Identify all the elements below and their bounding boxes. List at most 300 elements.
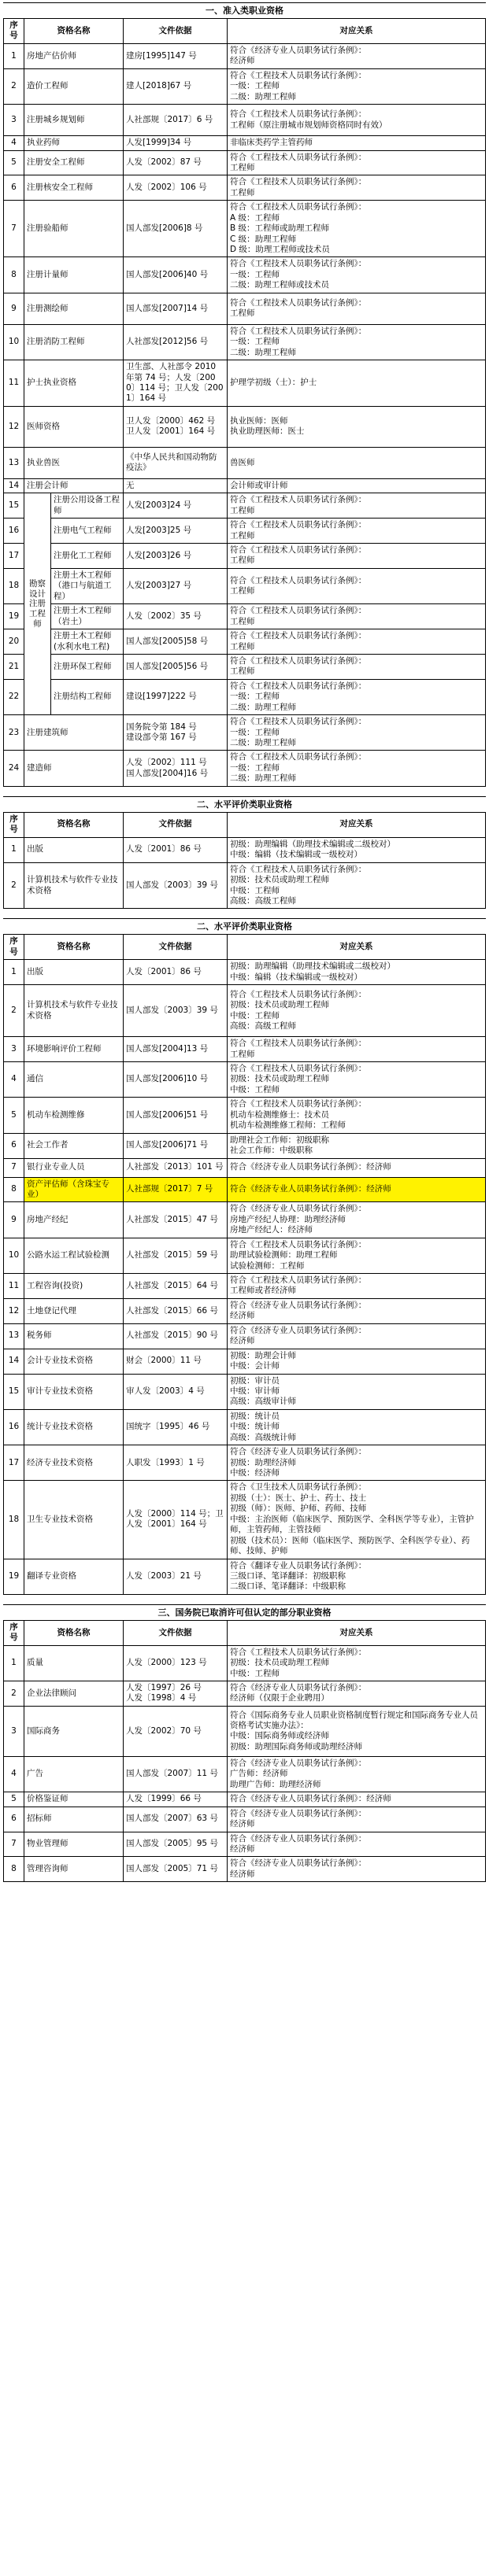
document-basis: 人发[2003]26 号 bbox=[124, 544, 228, 569]
qualification-name: 国际商务 bbox=[24, 1706, 124, 1756]
relation-cell bbox=[228, 1274, 486, 1299]
table-row bbox=[4, 1409, 486, 1445]
qualification-name: 注册计量师 bbox=[24, 257, 124, 293]
relation-cell bbox=[228, 1409, 486, 1445]
header-no: 序号 bbox=[4, 19, 24, 44]
document-basis: 卫人发〔2000〕462 号 卫人发〔2001〕164 号 bbox=[124, 406, 228, 447]
qualification-name: 通信 bbox=[24, 1062, 124, 1098]
table-row bbox=[4, 1857, 486, 1882]
table-row bbox=[4, 324, 486, 360]
table-row bbox=[4, 1349, 486, 1374]
table-row bbox=[4, 1807, 486, 1832]
table-row bbox=[4, 1559, 486, 1594]
relation-line: 试验检测师：工程师 bbox=[230, 1260, 305, 1271]
relation-line: 二级口译、笔译翻译：中级职称 bbox=[230, 1581, 346, 1592]
relation-line: 符合《工程技术人员职务试行条例》： bbox=[230, 1275, 367, 1285]
relation-line: 中级：主治医师（临床医学、预防医学、全科医学等专业），主管护师，主管药师，主管技师 bbox=[230, 1514, 474, 1535]
relation-cell bbox=[228, 1559, 486, 1594]
row-number: 8 bbox=[4, 257, 24, 293]
document-basis: 人职发〔1993〕1 号 bbox=[124, 1445, 228, 1481]
relation-line: 经济师 bbox=[230, 1819, 255, 1829]
row-number: 22 bbox=[4, 679, 24, 714]
document-basis: 国人部发[2006]51 号 bbox=[124, 1098, 228, 1133]
qualification-name: 执业兽医 bbox=[24, 447, 124, 478]
relation-line: 高级：高级工程师 bbox=[230, 1021, 296, 1032]
table-header-row bbox=[4, 1620, 486, 1645]
row-number: 18 bbox=[4, 1481, 24, 1559]
qualification-name: 注册城乡规划师 bbox=[24, 105, 124, 136]
row-number: 23 bbox=[4, 715, 24, 751]
relation-line: 经济师 bbox=[230, 1869, 255, 1879]
document-basis: 人发〔2001〕86 号 bbox=[124, 837, 228, 862]
relation-cell bbox=[228, 1706, 486, 1756]
row-number: 12 bbox=[4, 406, 24, 447]
relation-line: 符合《工程技术人员职务试行条例》： bbox=[230, 655, 367, 666]
row-number: 24 bbox=[4, 751, 24, 786]
relation-cell bbox=[228, 1481, 486, 1559]
document-basis: 人发〔2002〕111 号 国人部发[2004]16 号 bbox=[124, 751, 228, 786]
row-number: 17 bbox=[4, 1445, 24, 1481]
document-basis: 人发[2003]24 号 bbox=[124, 493, 228, 519]
qualification-name: 房地产经纪 bbox=[24, 1202, 124, 1238]
qualification-name: 质量 bbox=[24, 1645, 124, 1681]
relation-cell bbox=[228, 1037, 486, 1062]
relation-line: 兽医师 bbox=[230, 457, 255, 467]
document-basis: 财会〔2000〕11 号 bbox=[124, 1349, 228, 1374]
table-row bbox=[4, 293, 486, 324]
row-number: 5 bbox=[4, 1792, 24, 1807]
relation-line: 房地产经纪人：经济师 bbox=[230, 1225, 313, 1235]
relation-line: 中级：工程师 bbox=[230, 1668, 280, 1678]
qualification-name: 翻译专业资格 bbox=[24, 1559, 124, 1594]
row-number: 4 bbox=[4, 136, 24, 150]
relation-line: 护理学初级（士）：护士 bbox=[230, 378, 317, 388]
relation-cell bbox=[228, 447, 486, 478]
document-basis: 人社部发〔2015〕66 号 bbox=[124, 1298, 228, 1323]
table-row bbox=[4, 1323, 486, 1349]
relation-line: 符合《卫生技术人员职务试行条例》： bbox=[230, 1482, 367, 1493]
table-row bbox=[4, 629, 486, 655]
relation-line: 一级：工程师 bbox=[230, 727, 280, 737]
qualification-name: 税务师 bbox=[24, 1323, 124, 1349]
relation-line: 广告师：经济师 bbox=[230, 1769, 288, 1779]
header-no: 序号 bbox=[4, 812, 24, 837]
table-row bbox=[4, 1481, 486, 1559]
qualification-name: 注册土木工程师（港口与航道工程） bbox=[51, 568, 124, 603]
row-number: 2 bbox=[4, 1681, 24, 1707]
relation-line: 符合《工程技术人员职务试行条例》： bbox=[230, 495, 367, 505]
relation-cell bbox=[228, 478, 486, 493]
row-number: 5 bbox=[4, 150, 24, 175]
table-row bbox=[4, 1832, 486, 1857]
relation-line: 符合《翻译专业人员职务试行条例》： bbox=[230, 1560, 367, 1570]
relation-cell bbox=[228, 1298, 486, 1323]
document-basis: 人发〔1997〕26 号 人发〔1998〕4 号 bbox=[124, 1681, 228, 1707]
document-basis: 《中华人民共和国动物防疫法》 bbox=[124, 447, 228, 478]
qualification-name: 土地登记代理 bbox=[24, 1298, 124, 1323]
document-basis: 人发〔2001〕86 号 bbox=[124, 960, 228, 985]
relation-cell bbox=[228, 1202, 486, 1238]
row-number: 15 bbox=[4, 1374, 24, 1409]
relation-line: 经济师 bbox=[230, 1843, 255, 1854]
document-basis: 人发〔2003〕21 号 bbox=[124, 1559, 228, 1594]
relation-cell bbox=[228, 1857, 486, 1882]
qualification-name: 注册电气工程师 bbox=[51, 519, 124, 544]
relation-line: 助理社会工作师：初级职称 bbox=[230, 1135, 329, 1145]
relation-line: 符合《经济专业人员职务试行条例》：经济师 bbox=[230, 1162, 391, 1172]
document-basis: 人社部发〔2015〕64 号 bbox=[124, 1274, 228, 1299]
relation-line: 符合《工程技术人员职务试行条例》： bbox=[230, 177, 367, 187]
relation-cell bbox=[228, 406, 486, 447]
header-no: 序号 bbox=[4, 1620, 24, 1645]
document-basis: 国人部发[2006]8 号 bbox=[124, 201, 228, 257]
header-name: 资格名称 bbox=[24, 812, 124, 837]
relation-cell bbox=[228, 1681, 486, 1707]
qualification-name: 管理咨询师 bbox=[24, 1857, 124, 1882]
qualification-name: 注册测绘师 bbox=[24, 293, 124, 324]
relation-line: 机动车检测维修工程师：工程师 bbox=[230, 1120, 346, 1131]
document-basis: 人发〔2002〕70 号 bbox=[124, 1706, 228, 1756]
row-number: 7 bbox=[4, 1832, 24, 1857]
relation-line: 符合《工程技术人员职务试行条例》： bbox=[230, 1099, 367, 1109]
relation-line: A 级：工程师 bbox=[230, 212, 280, 223]
qualification-name: 计算机技术与软件专业技术资格 bbox=[24, 985, 124, 1037]
relation-line: 符合《工程技术人员职务试行条例》： bbox=[230, 1239, 367, 1249]
relation-cell bbox=[228, 985, 486, 1037]
relation-line: 初级：助理会计师 bbox=[230, 1350, 296, 1360]
document-basis: 人发[2003]25 号 bbox=[124, 519, 228, 544]
row-number: 1 bbox=[4, 837, 24, 862]
row-number: 15 bbox=[4, 493, 24, 519]
relation-line: 二级：助理工程师或技术员 bbox=[230, 280, 329, 290]
qualification-name: 公路水运工程试验检测 bbox=[24, 1238, 124, 1273]
relation-cell bbox=[228, 544, 486, 569]
qualification-name: 机动车检测维修 bbox=[24, 1098, 124, 1133]
document-basis: 国人部发〔2007〕63 号 bbox=[124, 1807, 228, 1832]
qualification-name: 工程咨询(投资) bbox=[24, 1274, 124, 1299]
row-number: 5 bbox=[4, 1098, 24, 1133]
relation-line: 助理广告师：助理经济师 bbox=[230, 1779, 321, 1789]
qualification-name: 房地产估价师 bbox=[24, 43, 124, 68]
qualification-name: 注册公用设备工程师 bbox=[51, 493, 124, 519]
relation-line: 符合《经济专业人员职务试行条例》： bbox=[230, 45, 367, 55]
relation-cell bbox=[228, 519, 486, 544]
document-basis: 国人部发[2005]56 号 bbox=[124, 654, 228, 679]
relation-line: 初级（士）：医士、护士、药士、技士 bbox=[230, 1493, 367, 1503]
relation-line: 符合《工程技术人员职务试行条例》： bbox=[230, 109, 367, 120]
relation-line: 工程师 bbox=[230, 616, 255, 626]
relation-line: 中级：审计师 bbox=[230, 1386, 280, 1396]
relation-line: 经济师 bbox=[230, 56, 255, 66]
qualification-table bbox=[3, 812, 486, 910]
qualification-name: 造价工程师 bbox=[24, 68, 124, 104]
relation-cell bbox=[228, 837, 486, 862]
qualification-name: 出版 bbox=[24, 960, 124, 985]
relation-line: 符合《经济专业人员职务试行条例》： bbox=[230, 1300, 367, 1310]
row-number: 1 bbox=[4, 1645, 24, 1681]
table-row bbox=[4, 751, 486, 786]
relation-line: 机动车检测维修士：技术员 bbox=[230, 1109, 329, 1120]
table-header-row bbox=[4, 935, 486, 960]
relation-line: 符合《工程技术人员职务试行条例》： bbox=[230, 326, 367, 336]
document-basis: 国人部发〔2003〕39 号 bbox=[124, 985, 228, 1037]
relation-line: 中级：工程师 bbox=[230, 885, 280, 895]
relation-line: 工程师 bbox=[230, 162, 255, 172]
relation-line: 经济师 bbox=[230, 1336, 255, 1346]
row-number: 9 bbox=[4, 1202, 24, 1238]
table-row bbox=[4, 478, 486, 493]
relation-line: 中级：工程师 bbox=[230, 1010, 280, 1020]
qualification-name: 注册建筑师 bbox=[24, 715, 124, 751]
relation-line: 工程师 bbox=[230, 530, 255, 541]
relation-line: 工程师（原注册城市规划师资格同时有效） bbox=[230, 120, 387, 130]
relation-line: 高级：高级工程师 bbox=[230, 895, 296, 906]
document-basis: 国人部发[2007]14 号 bbox=[124, 293, 228, 324]
row-number: 20 bbox=[4, 629, 24, 655]
table-row bbox=[4, 715, 486, 751]
document-basis: 国人部发[2006]10 号 bbox=[124, 1062, 228, 1098]
row-number: 10 bbox=[4, 324, 24, 360]
row-number: 18 bbox=[4, 568, 24, 603]
table-row bbox=[4, 604, 486, 629]
relation-line: 中级：国际商务师或经济师 bbox=[230, 1731, 329, 1741]
relation-cell bbox=[228, 960, 486, 985]
row-number: 9 bbox=[4, 293, 24, 324]
table-row bbox=[4, 447, 486, 478]
relation-line: 初级：技术员或助理工程师 bbox=[230, 1074, 329, 1084]
table-row bbox=[4, 1274, 486, 1299]
relation-line: 非临床类药学主管药师 bbox=[230, 138, 313, 148]
row-number: 12 bbox=[4, 1298, 24, 1323]
qualification-name: 资产评估师（含珠宝专业） bbox=[24, 1177, 124, 1202]
relation-line: 符合《经济专业人员职务试行条例》： bbox=[230, 1447, 367, 1457]
relation-cell bbox=[228, 324, 486, 360]
table-header-row bbox=[4, 812, 486, 837]
document-basis: 人社部发〔2015〕47 号 bbox=[124, 1202, 228, 1238]
relation-line: 房地产经纪人协理：助理经济师 bbox=[230, 1214, 346, 1224]
relation-cell bbox=[228, 862, 486, 909]
table-row bbox=[4, 1645, 486, 1681]
relation-line: 符合《工程技术人员职务试行条例》： bbox=[230, 717, 367, 727]
document-basis: 国统字〔1995〕46 号 bbox=[124, 1409, 228, 1445]
qualification-name: 注册环保工程师 bbox=[51, 654, 124, 679]
relation-cell bbox=[228, 150, 486, 175]
relation-line: 初级：技术员或助理工程师 bbox=[230, 1000, 329, 1010]
document-basis: 人社部规〔2017〕6 号 bbox=[124, 105, 228, 136]
relation-cell bbox=[228, 1374, 486, 1409]
relation-line: 符合《经济专业人员职务试行条例》： bbox=[230, 1204, 367, 1214]
relation-line: 经济师（仅限于企业聘用） bbox=[230, 1693, 329, 1703]
header-name: 资格名称 bbox=[24, 19, 124, 44]
relation-line: 符合《经济专业人员职务试行条例》： bbox=[230, 1833, 367, 1843]
row-number: 14 bbox=[4, 478, 24, 493]
qualification-name: 计算机技术与软件专业技术资格 bbox=[24, 862, 124, 909]
row-number: 16 bbox=[4, 519, 24, 544]
relation-line: 初级（师）：医师、护师、药师、技师 bbox=[230, 1504, 367, 1514]
row-number: 8 bbox=[4, 1857, 24, 1882]
relation-line: 中级：编辑（技术编辑或一级校对） bbox=[230, 972, 362, 982]
relation-line: 中级：经济师 bbox=[230, 1468, 280, 1478]
relation-cell bbox=[228, 1832, 486, 1857]
relation-line: 工程师 bbox=[230, 308, 255, 319]
document-basis: 建设[1997]222 号 bbox=[124, 679, 228, 714]
qualification-name: 出版 bbox=[24, 837, 124, 862]
qualification-name: 注册会计师 bbox=[24, 478, 124, 493]
relation-line: 初级：助理编辑（助理技术编辑或二级校对） bbox=[230, 839, 395, 849]
qualification-name: 注册验船师 bbox=[24, 201, 124, 257]
document-basis: 建房[1995]147 号 bbox=[124, 43, 228, 68]
relation-cell bbox=[228, 568, 486, 603]
table-row bbox=[4, 1202, 486, 1238]
row-number: 3 bbox=[4, 105, 24, 136]
section-cancelled-qualifications bbox=[3, 1604, 486, 1882]
relation-line: 工程师 bbox=[230, 666, 255, 677]
relation-line: 初级：审计员 bbox=[230, 1375, 280, 1386]
relation-line: 符合《经济专业人员职务试行条例》： bbox=[230, 1858, 367, 1869]
row-number: 11 bbox=[4, 1274, 24, 1299]
header-basis: 文件依据 bbox=[124, 19, 228, 44]
qualification-name: 注册化工工程师 bbox=[51, 544, 124, 569]
row-number: 6 bbox=[4, 175, 24, 201]
relation-cell bbox=[228, 679, 486, 714]
relation-line: 符合《工程技术人员职务试行条例》： bbox=[230, 259, 367, 269]
document-basis: 人发〔2000〕123 号 bbox=[124, 1645, 228, 1681]
relation-cell bbox=[228, 1445, 486, 1481]
row-number: 8 bbox=[4, 1177, 24, 1202]
document-basis: 国人部发[2006]40 号 bbox=[124, 257, 228, 293]
relation-line: 工程师 bbox=[230, 586, 255, 596]
qualification-name: 统计专业技术资格 bbox=[24, 1409, 124, 1445]
document-basis: 人社部发〔2015〕59 号 bbox=[124, 1238, 228, 1273]
relation-cell bbox=[228, 715, 486, 751]
relation-line: 一级：工程师 bbox=[230, 81, 280, 91]
document-basis: 国人部发〔2005〕71 号 bbox=[124, 1857, 228, 1882]
table-row bbox=[4, 1706, 486, 1756]
table-row bbox=[4, 1374, 486, 1409]
table-row bbox=[4, 1133, 486, 1158]
row-number: 2 bbox=[4, 68, 24, 104]
row-number: 21 bbox=[4, 654, 24, 679]
document-basis: 人社部规〔2017〕7 号 bbox=[124, 1177, 228, 1202]
table-row bbox=[4, 960, 486, 985]
relation-line: 执业医师：医师 bbox=[230, 415, 288, 426]
qualification-name: 医师资格 bbox=[24, 406, 124, 447]
qualification-name: 注册消防工程师 bbox=[24, 324, 124, 360]
relation-cell bbox=[228, 1177, 486, 1202]
relation-line: D 级：助理工程师或技术员 bbox=[230, 245, 330, 254]
relation-line: 工程师 bbox=[230, 555, 255, 566]
table-row bbox=[4, 862, 486, 909]
table-row bbox=[4, 257, 486, 293]
relation-line: 一级：工程师 bbox=[230, 269, 280, 279]
row-number: 2 bbox=[4, 862, 24, 909]
table-row bbox=[4, 568, 486, 603]
document-basis: 国人部发〔2003〕39 号 bbox=[124, 862, 228, 909]
relation-line: 一级：工程师 bbox=[230, 692, 280, 702]
document-basis: 人社部发〔2013〕101 号 bbox=[124, 1158, 228, 1177]
relation-line: 一级：工程师 bbox=[230, 762, 280, 773]
relation-line: 执业助理医师：医士 bbox=[230, 426, 305, 437]
table-row bbox=[4, 1792, 486, 1807]
relation-line: 一级：工程师 bbox=[230, 337, 280, 347]
qualification-name: 护士执业资格 bbox=[24, 360, 124, 407]
relation-cell bbox=[228, 136, 486, 150]
header-rel: 对应关系 bbox=[228, 1620, 486, 1645]
table-row bbox=[4, 1177, 486, 1202]
document-basis: 卫生部、人社部令 2010 年第 74 号；人发〔2000〕114 号；卫人发〔2001〕164 号 bbox=[124, 360, 228, 407]
relation-cell bbox=[228, 493, 486, 519]
relation-line: 初级：助理国际商务师或助理经济师 bbox=[230, 1741, 362, 1751]
relation-line: 符合《工程技术人员职务试行条例》： bbox=[230, 1039, 367, 1049]
relation-line: 工程师或者经济师 bbox=[230, 1286, 296, 1296]
relation-cell bbox=[228, 293, 486, 324]
relation-cell bbox=[228, 1098, 486, 1133]
document-basis: 无 bbox=[124, 478, 228, 493]
relation-line: 初级：助理编辑（助理技术编辑或二级校对） bbox=[230, 961, 395, 972]
section-title: 一、准入类职业资格 bbox=[3, 2, 486, 18]
table-row bbox=[4, 150, 486, 175]
relation-cell bbox=[228, 1645, 486, 1681]
document-basis: 人社部发[2012]56 号 bbox=[124, 324, 228, 360]
table-row bbox=[4, 1098, 486, 1133]
relation-cell bbox=[228, 1349, 486, 1374]
header-name: 资格名称 bbox=[24, 1620, 124, 1645]
table-row bbox=[4, 1445, 486, 1481]
document-basis: 审人发〔2003〕4 号 bbox=[124, 1374, 228, 1409]
relation-line: 二级：助理工程师 bbox=[230, 702, 296, 712]
document-basis: 建人[2018]67 号 bbox=[124, 68, 228, 104]
header-rel: 对应关系 bbox=[228, 19, 486, 44]
table-row bbox=[4, 544, 486, 569]
qualification-name: 物业管理师 bbox=[24, 1832, 124, 1857]
relation-cell bbox=[228, 257, 486, 293]
relation-line: 二级：助理工程师 bbox=[230, 347, 296, 357]
document-basis: 人发〔2002〕106 号 bbox=[124, 175, 228, 201]
qualification-name: 企业法律顾问 bbox=[24, 1681, 124, 1707]
section-access-qualifications bbox=[3, 2, 486, 787]
row-number: 17 bbox=[4, 544, 24, 569]
qualification-name: 会计专业技术资格 bbox=[24, 1349, 124, 1374]
relation-line: 符合《工程技术人员职务试行条例》： bbox=[230, 1064, 367, 1073]
relation-cell bbox=[228, 1062, 486, 1098]
section-title: 二、水平评价类职业资格 bbox=[3, 796, 486, 812]
qualification-name: 银行业专业人员 bbox=[24, 1158, 124, 1177]
relation-line: 会计师或审计师 bbox=[230, 480, 288, 490]
relation-line: 初级：助理经济师 bbox=[230, 1457, 296, 1467]
relation-line: 符合《工程技术人员职务试行条例》： bbox=[230, 989, 367, 999]
row-number: 2 bbox=[4, 985, 24, 1037]
table-header-row bbox=[4, 19, 486, 44]
relation-line: 符合《工程技术人员职务试行条例》： bbox=[230, 752, 367, 762]
relation-line: 符合《经济专业人员职务试行条例》：经济师 bbox=[230, 1184, 391, 1194]
row-number: 11 bbox=[4, 360, 24, 407]
row-number: 19 bbox=[4, 1559, 24, 1594]
relation-line: C 级：助理工程师 bbox=[230, 234, 297, 244]
row-number: 19 bbox=[4, 604, 24, 629]
table-row bbox=[4, 985, 486, 1037]
relation-line: 中级：编辑（技术编辑或一级校对） bbox=[230, 850, 362, 860]
section-title: 二、水平评价类职业资格 bbox=[3, 918, 486, 934]
relation-line: 符合《工程技术人员职务试行条例》： bbox=[230, 1647, 367, 1657]
row-number: 6 bbox=[4, 1807, 24, 1832]
document-basis: 人发〔2002〕35 号 bbox=[124, 604, 228, 629]
table-row bbox=[4, 136, 486, 150]
qualification-table bbox=[3, 18, 486, 787]
relation-line: 符合《工程技术人员职务试行条例》： bbox=[230, 520, 367, 530]
table-row bbox=[4, 493, 486, 519]
relation-line: 社会工作师：中级职称 bbox=[230, 1146, 313, 1156]
table-row bbox=[4, 360, 486, 407]
